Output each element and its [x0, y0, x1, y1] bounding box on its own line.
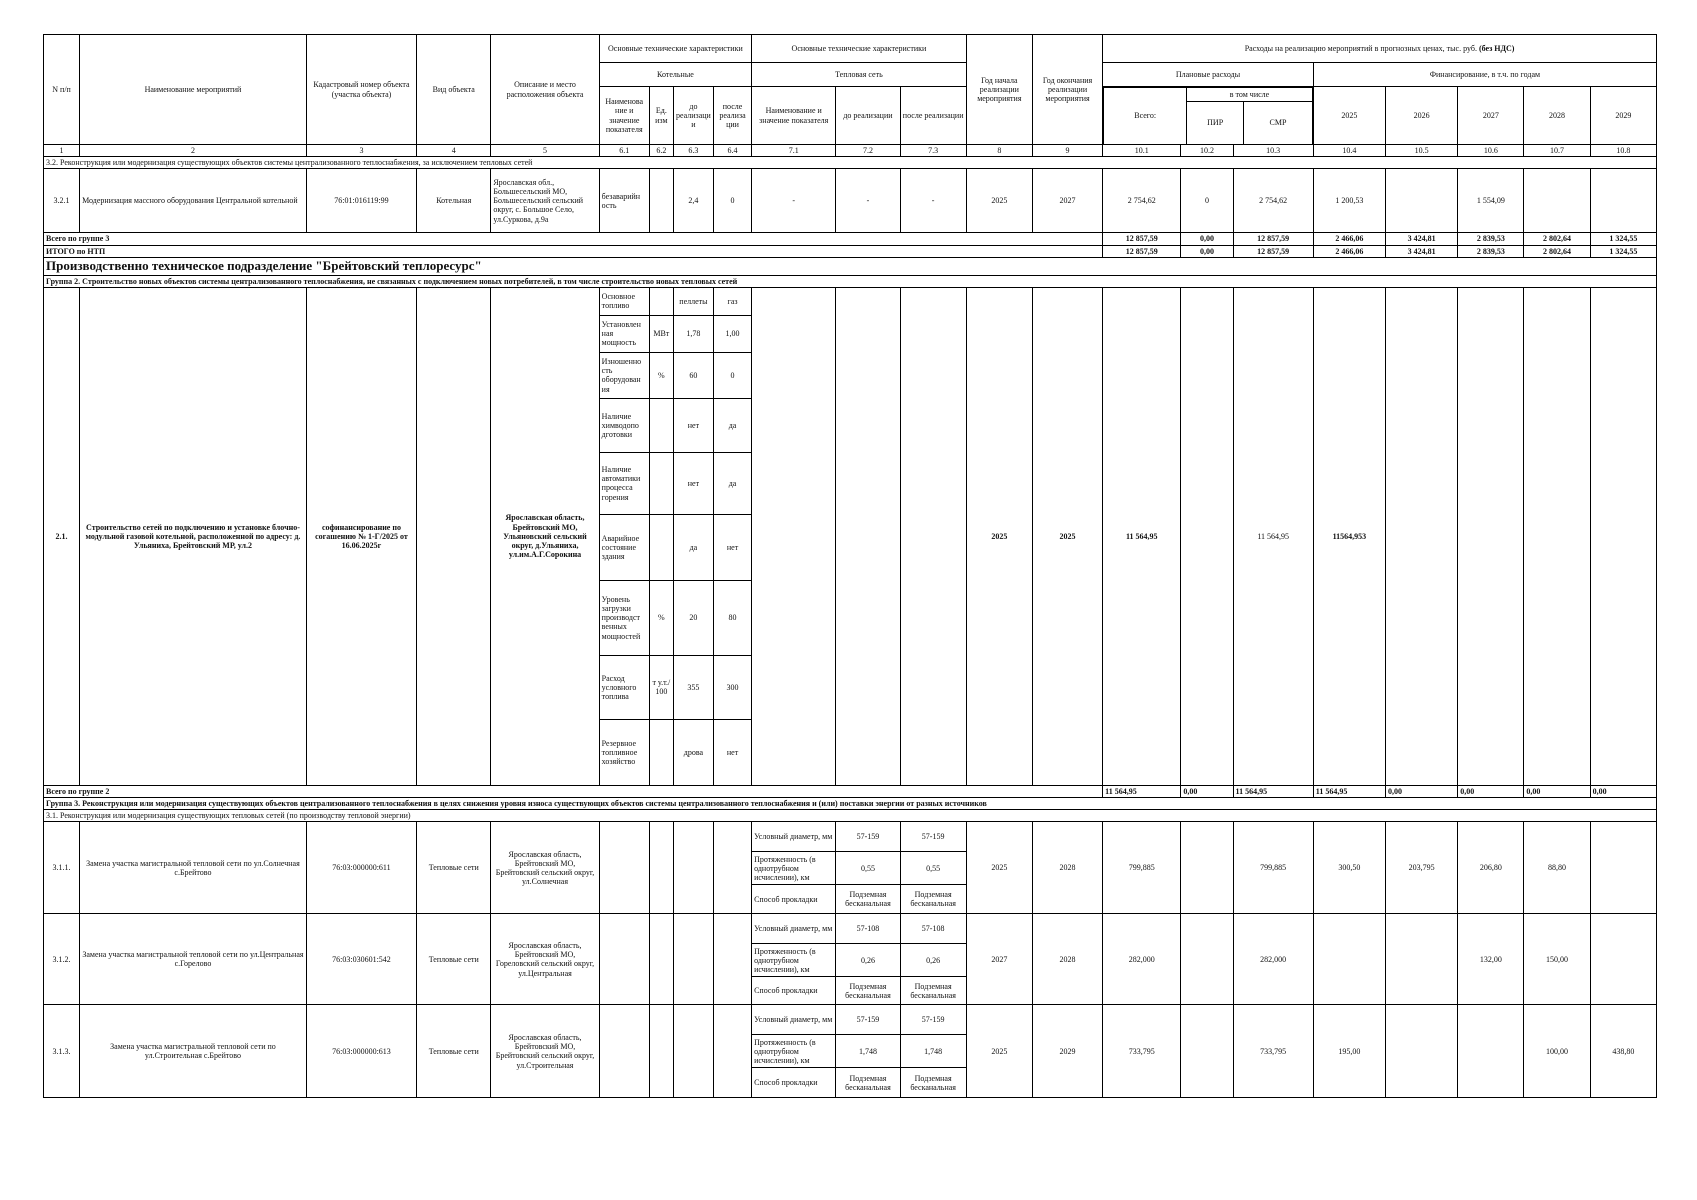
param-name: Резервное топливное хозяйство [599, 719, 649, 785]
row-b-name [599, 914, 649, 1005]
param-name: Наличие химводопо дготовки [599, 398, 649, 452]
total-cell: 0,00 [1181, 233, 1233, 245]
param-name: Наличие автоматики процесса горения [599, 452, 649, 514]
param-name: Протяженность (в однотрубном исчислении), км [752, 852, 836, 885]
param-before: пеллеты [673, 287, 713, 315]
row-year-start: 2025 [966, 169, 1032, 233]
param-name: Способ прокладки [752, 885, 836, 914]
param-unit [649, 452, 673, 514]
row-total: 799,885 [1103, 822, 1181, 914]
row-b-unit [649, 1005, 673, 1098]
column-number: 9 [1032, 145, 1102, 157]
param-name: Аварийное состояние здания [599, 514, 649, 580]
row-name: Строительство сетей по подключению и установке блочно-модульной газовой котельной, расположенной по адресу: д. Ульяниха, Брейтовский МР, ул.2 [80, 287, 307, 785]
param-after: да [713, 452, 751, 514]
row-n: 3.1.2. [44, 914, 80, 1005]
param-before: 1,748 [836, 1035, 900, 1068]
param-after: Подземная бесканальная [900, 885, 966, 914]
row-year-start: 2025 [966, 287, 1032, 785]
row-b-before [673, 1005, 713, 1098]
hdr-b-unit: Ед. изм [649, 87, 673, 145]
param-after: Подземная бесканальная [900, 1068, 966, 1098]
param-after: 57-108 [900, 914, 966, 944]
param-after: 57-159 [900, 822, 966, 852]
row-b-unit [649, 822, 673, 914]
group-3-total-row [44, 233, 1657, 245]
param-after: 0,26 [900, 944, 966, 977]
hdr-tech-boiler: Основные технические характеристики [599, 35, 751, 63]
section-3-2-title: 3.2. Реконструкция или модернизация существующих объектов системы централизованного теплоснабжения, за исключением тепловых сетей [44, 157, 1657, 169]
param-after: 1,748 [900, 1035, 966, 1068]
column-number: 6.4 [713, 145, 751, 157]
row-pir [1181, 914, 1233, 1005]
hdr-heat-net: Тепловая сеть [752, 63, 967, 87]
total-cell: 2 802,64 [1524, 245, 1590, 257]
group-3-title: Группа 3. Реконструкция или модернизация существующих объектов централизованного теплоснабжения в целях снижения уровня износа существующих объектов системы централизованного теплоснабжения и (или) поставки энергии от разных источников [44, 798, 1657, 810]
row-b-before [673, 914, 713, 1005]
row-n-name: - [752, 169, 836, 233]
row-f2025: 11564,953 [1313, 287, 1385, 785]
param-before: 355 [673, 655, 713, 719]
hdr-n: N п/п [44, 35, 80, 145]
param-after: Подземная бесканальная [900, 977, 966, 1005]
row-n-before: - [836, 169, 900, 233]
row-f2026: 203,795 [1386, 822, 1458, 914]
hdr-n-before: до реализации [836, 87, 900, 145]
param-name: Условный диаметр, мм [752, 822, 836, 852]
column-number: 8 [966, 145, 1032, 157]
main-table [43, 34, 1657, 1098]
row-n-name [752, 287, 836, 785]
hdr-year-2026: 2026 [1386, 87, 1458, 145]
row-cadastral: 76:03:000000:611 [306, 822, 416, 914]
row-year-end: 2025 [1032, 287, 1102, 785]
total-cell: 2 839,53 [1458, 233, 1524, 245]
table-row [44, 169, 1657, 233]
row-f2029 [1590, 169, 1656, 233]
total-cell: 1 324,55 [1590, 233, 1656, 245]
param-before: 20 [673, 580, 713, 655]
hdr-planned-breakdown [1103, 87, 1314, 145]
row-b-before: 2,4 [673, 169, 713, 233]
row-f2026 [1386, 914, 1458, 1005]
row-f2027 [1458, 287, 1524, 785]
row-cadastral: 76:01:016119:99 [306, 169, 416, 233]
row-name: Замена участка магистральной тепловой сети по ул.Солнечная с.Брейтово [80, 822, 307, 914]
row-location: Ярославская обл., Большесельский МО, Большесельский сельский округ, с. Большое Село, ул.Суркова, д.9а [491, 169, 599, 233]
total-cell: 3 424,81 [1386, 233, 1458, 245]
row-f2028 [1524, 287, 1590, 785]
row-pir [1181, 287, 1233, 785]
row-f2025 [1313, 914, 1385, 1005]
row-f2026 [1386, 169, 1458, 233]
row-n: 2.1. [44, 287, 80, 785]
row-n: 3.1.3. [44, 1005, 80, 1098]
row-b-name [599, 822, 649, 914]
hdr-planned: Плановые расходы [1103, 63, 1314, 87]
row-f2026 [1386, 287, 1458, 785]
row-b-after [713, 822, 751, 914]
total-cell: 0,00 [1181, 785, 1233, 797]
total-cell: 0,00 [1590, 785, 1656, 797]
row-year-start: 2027 [966, 914, 1032, 1005]
param-after: 0,55 [900, 852, 966, 885]
group-3-total-label: Всего по группе 3 [44, 233, 1103, 245]
row-name: Модернизация массного оборудования Центральной котельной [80, 169, 307, 233]
row-b-unit [649, 169, 673, 233]
total-cell: 0,00 [1524, 785, 1590, 797]
row-smr: 2 754,62 [1233, 169, 1313, 233]
total-cell: 1 324,55 [1590, 245, 1656, 257]
group-2-title: Группа 2. Строительство новых объектов системы централизованного теплоснабжения, не связанных с подключением новых потребителей, в том числе строительство новых тепловых сетей [44, 275, 1657, 287]
row-cadastral: софинансирование по согашению № 1-Г/2025 от 16.06.2025г [306, 287, 416, 785]
param-unit [649, 287, 673, 315]
row-smr: 733,795 [1233, 1005, 1313, 1098]
param-after: 300 [713, 655, 751, 719]
column-number: 1 [44, 145, 80, 157]
param-before: 57-159 [836, 1005, 900, 1035]
param-after: 1,00 [713, 315, 751, 352]
row-name: Замена участка магистральной тепловой сети по ул.Строительная с.Брейтово [80, 1005, 307, 1098]
total-cell: 11 564,95 [1313, 785, 1385, 797]
row-b-after: 0 [713, 169, 751, 233]
column-number: 3 [306, 145, 416, 157]
param-before: 0,55 [836, 852, 900, 885]
param-after: 0 [713, 352, 751, 398]
row-f2029 [1590, 822, 1656, 914]
total-cell: 11 564,95 [1103, 785, 1181, 797]
hdr-expenses-text: Расходы на реализацию мероприятий в прогнозных ценах, тыс. руб. [1244, 43, 1477, 53]
param-before: нет [673, 398, 713, 452]
hdr-total: Всего: [1104, 88, 1187, 144]
table-row [44, 1005, 1657, 1035]
hdr-expenses [1103, 35, 1657, 63]
hdr-b-name: Наименова ние и значение показателя [599, 87, 649, 145]
row-n: 3.2.1 [44, 169, 80, 233]
column-number: 7.2 [836, 145, 900, 157]
itogo-label: ИТОГО по НТП [44, 245, 1103, 257]
hdr-year-end: Год окончания реализации мероприятия [1032, 35, 1102, 145]
hdr-n-after: после реализации [900, 87, 966, 145]
row-year-start: 2025 [966, 822, 1032, 914]
param-unit [649, 719, 673, 785]
param-name: Способ прокладки [752, 1068, 836, 1098]
row-type: Котельная [417, 169, 491, 233]
param-before: 57-108 [836, 914, 900, 944]
param-after: 80 [713, 580, 751, 655]
column-number: 2 [80, 145, 307, 157]
total-cell: 12 857,59 [1103, 233, 1181, 245]
row-location: Ярославская область, Брейтовский МО, Ульяновский сельский округ, д.Ульяниха, ул.им.А.Г.Сорокина [491, 287, 599, 785]
group-3-sub-row [44, 810, 1657, 822]
hdr-boilers: Котельные [599, 63, 751, 87]
param-before: 60 [673, 352, 713, 398]
hdr-type: Вид объекта [417, 35, 491, 145]
row-year-start: 2025 [966, 1005, 1032, 1098]
column-number: 7.1 [752, 145, 836, 157]
param-before: да [673, 514, 713, 580]
param-after: 57-159 [900, 1005, 966, 1035]
row-pir: 0 [1181, 169, 1233, 233]
param-name: Протяженность (в однотрубном исчислении), км [752, 1035, 836, 1068]
row-f2025: 1 200,53 [1313, 169, 1385, 233]
row-year-end: 2029 [1032, 1005, 1102, 1098]
param-before: дрова [673, 719, 713, 785]
row-cadastral: 76:03:030601:542 [306, 914, 416, 1005]
hdr-smr: СМР [1244, 102, 1313, 144]
row-smr: 282,000 [1233, 914, 1313, 1005]
hdr-b-before: до реализаци и [673, 87, 713, 145]
param-unit: МВт [649, 315, 673, 352]
param-after: газ [713, 287, 751, 315]
param-unit [649, 398, 673, 452]
row-f2027: 132,00 [1458, 914, 1524, 1005]
row-f2026 [1386, 1005, 1458, 1098]
row-f2029 [1590, 914, 1656, 1005]
hdr-year-2028: 2028 [1524, 87, 1590, 145]
hdr-b-after: после реализа ции [713, 87, 751, 145]
investment-program-table [43, 34, 1657, 1165]
total-cell: 12 857,59 [1233, 245, 1313, 257]
column-number: 10.8 [1590, 145, 1656, 157]
row-n-after [900, 287, 966, 785]
column-number: 10.2 [1181, 145, 1233, 157]
row-f2027 [1458, 1005, 1524, 1098]
row-type: Тепловые сети [417, 914, 491, 1005]
row-year-end: 2027 [1032, 169, 1102, 233]
hdr-year-2029: 2029 [1590, 87, 1656, 145]
row-f2027: 206,80 [1458, 822, 1524, 914]
column-number: 10.5 [1386, 145, 1458, 157]
row-type: Тепловые сети [417, 822, 491, 914]
hdr-tech-net: Основные технические характеристики [752, 35, 967, 63]
total-cell: 12 857,59 [1103, 245, 1181, 257]
column-number: 6.2 [649, 145, 673, 157]
row-f2028 [1524, 169, 1590, 233]
column-number: 7.3 [900, 145, 966, 157]
row-n: 3.1.1. [44, 822, 80, 914]
total-cell: 2 466,06 [1313, 245, 1385, 257]
param-name: Условный диаметр, мм [752, 914, 836, 944]
column-number: 10.6 [1458, 145, 1524, 157]
row-b-name [599, 1005, 649, 1098]
total-cell: 11 564,95 [1233, 785, 1313, 797]
row-b-name: безаварийн ость [599, 169, 649, 233]
group-2-total-row [44, 785, 1657, 797]
param-unit: % [649, 352, 673, 398]
row-total: 2 754,62 [1103, 169, 1181, 233]
hdr-n-name: Наименование и значение показателя [752, 87, 836, 145]
column-numbers-row [44, 145, 1657, 157]
row-b-after [713, 1005, 751, 1098]
param-before: Подземная бесканальная [836, 977, 900, 1005]
row-location: Ярославская область, Брейтовский МО, Брейтовский сельский округ, ул.Строительная [491, 1005, 599, 1098]
row-year-end: 2028 [1032, 914, 1102, 1005]
column-number: 4 [417, 145, 491, 157]
hdr-name: Наименование мероприятий [80, 35, 307, 145]
param-unit: т у.т./ 100 [649, 655, 673, 719]
param-unit [649, 514, 673, 580]
group-3-title-row [44, 798, 1657, 810]
row-year-end: 2028 [1032, 822, 1102, 914]
total-cell: 2 466,06 [1313, 233, 1385, 245]
row-cadastral: 76:03:000000:613 [306, 1005, 416, 1098]
column-number: 6.3 [673, 145, 713, 157]
row-smr: 11 564,95 [1233, 287, 1313, 785]
hdr-year-2027: 2027 [1458, 87, 1524, 145]
total-cell: 2 839,53 [1458, 245, 1524, 257]
row-total: 733,795 [1103, 1005, 1181, 1098]
row-location: Ярославская область, Брейтовский МО, Брейтовский сельский округ, ул.Солнечная [491, 822, 599, 914]
row-f2029: 438,80 [1590, 1005, 1656, 1098]
total-cell: 0,00 [1386, 785, 1458, 797]
total-cell: 3 424,81 [1386, 245, 1458, 257]
param-after: нет [713, 514, 751, 580]
table-row [44, 287, 1657, 315]
hdr-year-2025: 2025 [1313, 87, 1385, 145]
param-before: Подземная бесканальная [836, 1068, 900, 1098]
row-total: 282,000 [1103, 914, 1181, 1005]
param-name: Изношенно сть оборудован ия [599, 352, 649, 398]
group-3-subtitle: 3.1. Реконструкция или модернизация существующих тепловых сетей (по производству тепловой энергии) [44, 810, 1657, 822]
param-unit: % [649, 580, 673, 655]
param-name: Условный диаметр, мм [752, 1005, 836, 1035]
row-pir [1181, 1005, 1233, 1098]
table-row [44, 914, 1657, 944]
column-number: 10.4 [1313, 145, 1385, 157]
param-name: Расход условного топлива [599, 655, 649, 719]
total-cell: 0,00 [1458, 785, 1524, 797]
row-pir [1181, 822, 1233, 914]
total-cell: 2 802,64 [1524, 233, 1590, 245]
param-before: Подземная бесканальная [836, 885, 900, 914]
column-number: 10.1 [1103, 145, 1181, 157]
total-cell: 0,00 [1181, 245, 1233, 257]
param-name: Установлен ная мощность [599, 315, 649, 352]
division-title: Производственно техническое подразделение "Брейтовский теплоресурс" [44, 257, 1657, 275]
param-name: Способ прокладки [752, 977, 836, 1005]
param-name: Основное топливо [599, 287, 649, 315]
hdr-location: Описание и место расположения объекта [491, 35, 599, 145]
hdr-incl: в том числе [1187, 88, 1313, 102]
row-f2027: 1 554,09 [1458, 169, 1524, 233]
row-location: Ярославская область, Брейтовский МО, Гореловский сельский округ, ул.Центральная [491, 914, 599, 1005]
row-total: 11 564,95 [1103, 287, 1181, 785]
param-name: Протяженность (в однотрубном исчислении), км [752, 944, 836, 977]
column-number: 6.1 [599, 145, 649, 157]
itogo-row [44, 245, 1657, 257]
total-cell: 12 857,59 [1233, 233, 1313, 245]
row-smr: 799,885 [1233, 822, 1313, 914]
row-b-unit [649, 914, 673, 1005]
hdr-year-start: Год начала реализации мероприятия [966, 35, 1032, 145]
hdr-cadastral: Кадастровый номер объекта (участка объекта) [306, 35, 416, 145]
row-n-after: - [900, 169, 966, 233]
param-name: Уровень загрузки производст венных мощностей [599, 580, 649, 655]
row-name: Замена участка магистральной тепловой сети по ул.Центральная с.Горелово [80, 914, 307, 1005]
hdr-expenses-bold: (без НДС) [1478, 43, 1515, 53]
hdr-pir: ПИР [1187, 102, 1244, 144]
row-n-before [836, 287, 900, 785]
param-after: нет [713, 719, 751, 785]
row-f2025: 195,00 [1313, 1005, 1385, 1098]
param-after: да [713, 398, 751, 452]
row-b-after [713, 914, 751, 1005]
param-before: 0,26 [836, 944, 900, 977]
group-2-total-label: Всего по группе 2 [44, 785, 1103, 797]
row-type [417, 287, 491, 785]
row-f2028: 100,00 [1524, 1005, 1590, 1098]
row-f2029 [1590, 287, 1656, 785]
hdr-financing: Финансирование, в т.ч. по годам [1313, 63, 1656, 87]
column-number: 10.7 [1524, 145, 1590, 157]
column-number: 5 [491, 145, 599, 157]
row-f2025: 300,50 [1313, 822, 1385, 914]
planned-subheader [1103, 87, 1313, 144]
param-before: нет [673, 452, 713, 514]
row-b-before [673, 822, 713, 914]
param-before: 57-159 [836, 822, 900, 852]
param-before: 1,78 [673, 315, 713, 352]
table-row [44, 822, 1657, 852]
row-f2028: 88,80 [1524, 822, 1590, 914]
row-type: Тепловые сети [417, 1005, 491, 1098]
row-f2028: 150,00 [1524, 914, 1590, 1005]
column-number: 10.3 [1233, 145, 1313, 157]
